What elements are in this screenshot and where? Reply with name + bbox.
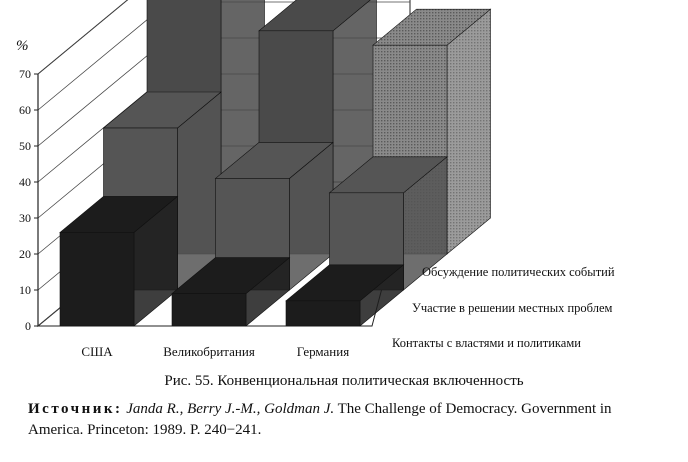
bar: [286, 301, 360, 326]
bar-side: [447, 9, 491, 254]
category-label: Великобритания: [163, 344, 255, 359]
source-text: The Challenge of Democracy. Government in America. Princeton: 1989. P. 240−241.: [28, 401, 612, 438]
y-tick-label: 40: [19, 175, 31, 189]
y-tick-label: 70: [19, 67, 31, 81]
bar: [60, 232, 134, 326]
y-tick-label: 0: [25, 319, 31, 333]
bar: [172, 294, 246, 326]
y-tick-label: 10: [19, 283, 31, 297]
figure-caption: Рис. 55. Конвенциональная политическая включенность: [164, 373, 524, 389]
y-axis-label: %: [16, 38, 29, 54]
category-label: США: [81, 344, 113, 359]
source-authors: Janda R., Berry J.-M., Goldman J.: [126, 401, 335, 417]
y-tick-label: 60: [19, 103, 31, 117]
y-axis: [34, 74, 38, 326]
y-tick-label: 30: [19, 211, 31, 225]
figure-source: [28, 399, 668, 441]
series-label: Контакты с властями и политиками: [392, 336, 581, 350]
series-label: Обсуждение политических событий: [422, 265, 615, 279]
source-label: Источник:: [28, 401, 123, 417]
category-label: Германия: [296, 344, 350, 359]
y-tick-label: 50: [19, 139, 31, 153]
series-label: Участие в решении местных проблем: [412, 301, 613, 315]
y-tick-label: 20: [19, 247, 31, 261]
